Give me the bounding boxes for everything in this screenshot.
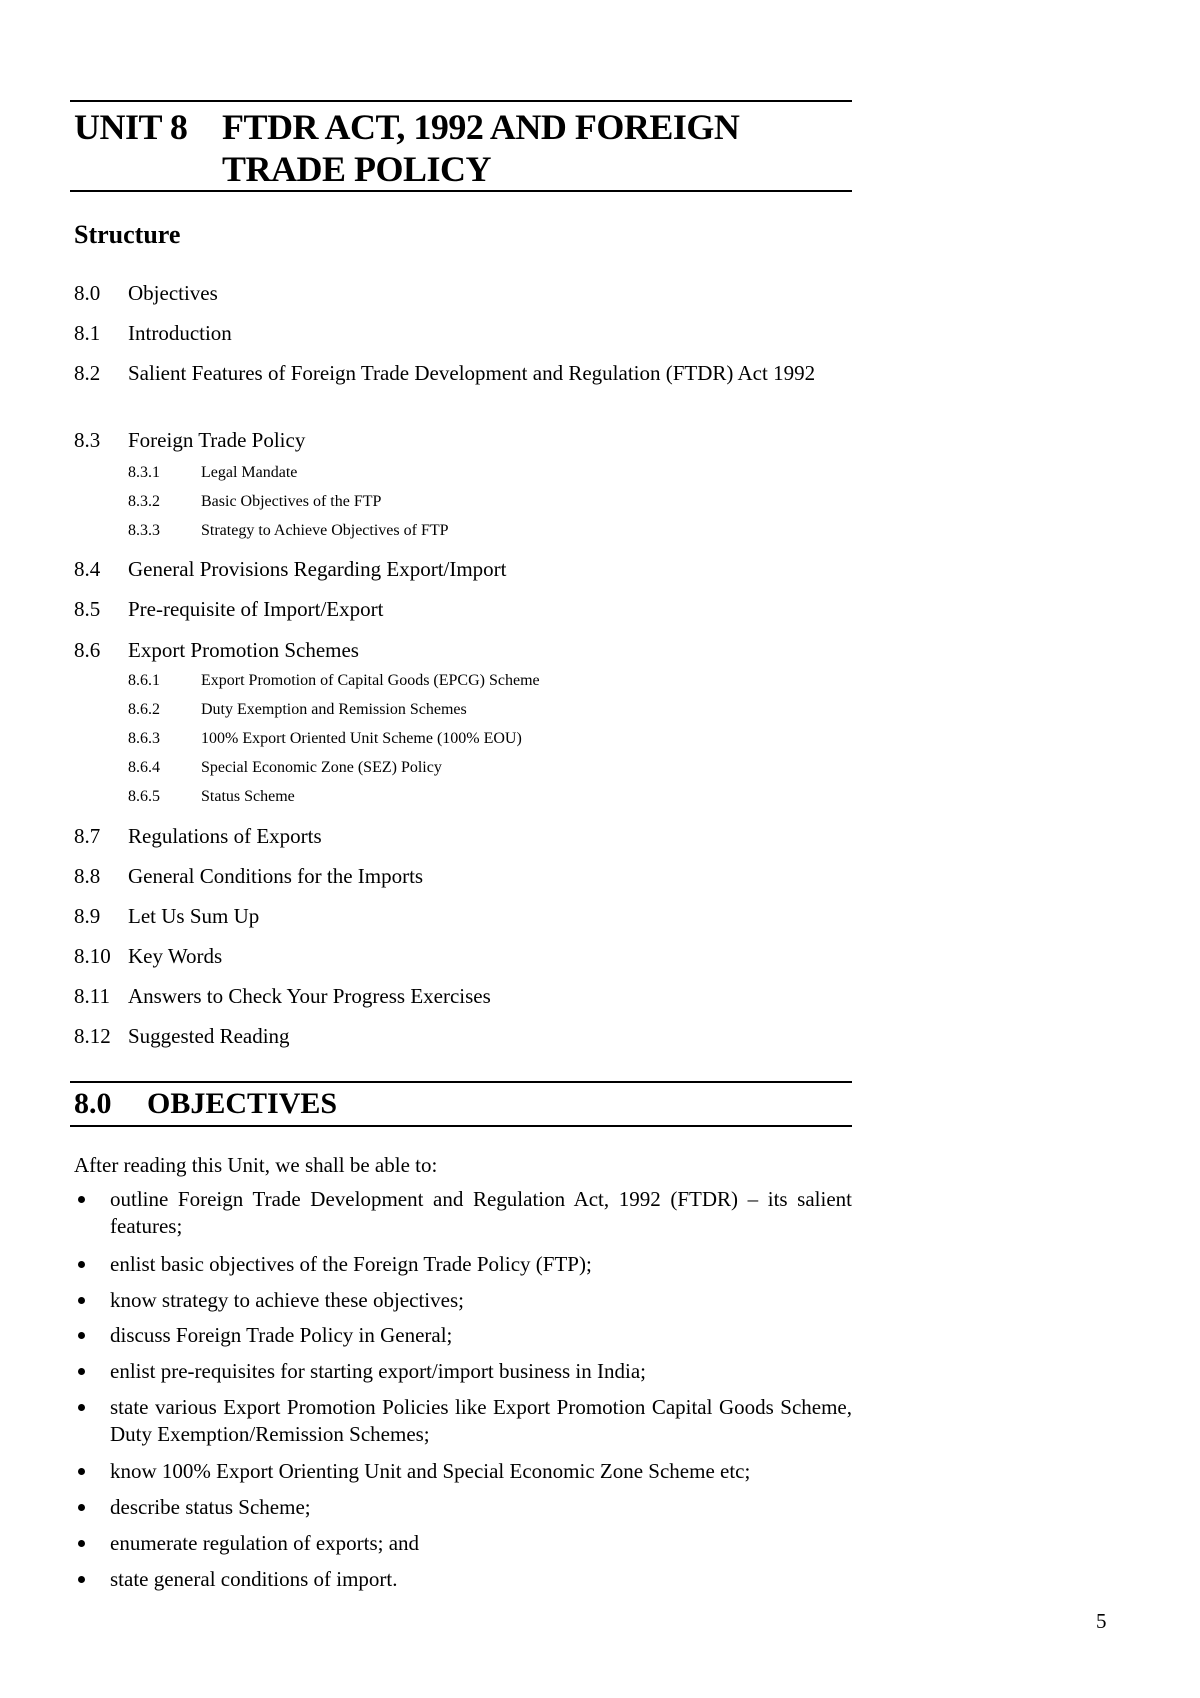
bullet-icon [78, 1404, 85, 1411]
toc-item-title: Introduction [128, 321, 232, 345]
toc-subitem-title: Legal Mandate [201, 464, 298, 481]
objective-text: enlist pre-requisites for starting export/import business in India; [110, 1359, 646, 1383]
bullet-icon [78, 1504, 85, 1511]
toc-subitem-number: 8.3.1 [128, 464, 160, 481]
toc-item-title: Answers to Check Your Progress Exercises [128, 984, 491, 1008]
objective-text: describe status Scheme; [110, 1495, 311, 1519]
objective-text: enumerate regulation of exports; and [110, 1531, 420, 1555]
toc-subitem-number: 8.6.3 [128, 730, 160, 747]
section-number: 8.0 [74, 1087, 112, 1120]
toc-subitem-title: Export Promotion of Capital Goods (EPCG) Scheme [201, 672, 540, 689]
objective-text: know 100% Export Orienting Unit and Special Economic Zone Scheme etc; [110, 1459, 751, 1483]
objective-text: know strategy to achieve these objectives; [110, 1288, 464, 1312]
toc-item-title: Export Promotion Schemes [128, 638, 359, 662]
objective-text: discuss Foreign Trade Policy in General; [110, 1323, 453, 1347]
toc-subitem-number: 8.6.4 [128, 759, 160, 776]
toc-item-number: 8.12 [74, 1024, 111, 1048]
unit-title: FTDR ACT, 1992 AND FOREIGN TRADE POLICY [222, 107, 740, 189]
unit-header [70, 100, 852, 192]
bullet-icon [78, 1576, 85, 1583]
objectives-intro: After reading this Unit, we shall be able to: [74, 1153, 438, 1177]
toc-item-title: Pre-requisite of Import/Export [128, 597, 384, 621]
objective-text: enlist basic objectives of the Foreign Trade Policy (FTP); [110, 1252, 592, 1276]
toc-item-number: 8.4 [74, 557, 101, 581]
objective-text: outline Foreign Trade Development and Regulation Act, 1992 (FTDR) – its salient features; [110, 1187, 852, 1238]
toc-item-number: 8.6 [74, 638, 101, 662]
toc-subitem-number: 8.3.2 [128, 493, 160, 510]
toc-item-title: Objectives [128, 281, 218, 305]
unit-number: UNIT 8 [74, 107, 188, 147]
toc-subitem-number: 8.6.5 [128, 788, 160, 805]
toc-subitem-number: 8.6.1 [128, 672, 160, 689]
bullet-icon [78, 1196, 85, 1203]
bullet-icon [78, 1540, 85, 1547]
bullet-icon [78, 1261, 85, 1268]
toc-item-number: 8.10 [74, 944, 111, 968]
bullet-icon [78, 1332, 85, 1339]
toc-item-title: Key Words [128, 944, 223, 968]
page-number: 5 [1096, 1609, 1107, 1633]
toc-item-number: 8.7 [74, 824, 101, 848]
toc-item-title: Suggested Reading [128, 1024, 290, 1048]
toc-item-number: 8.5 [74, 597, 101, 621]
toc-item-number: 8.8 [74, 864, 101, 888]
bullet-icon [78, 1368, 85, 1375]
toc-subitem-title: 100% Export Oriented Unit Scheme (100% EOU) [201, 730, 522, 747]
toc-subitem-number: 8.6.2 [128, 701, 160, 718]
toc-item-title: General Provisions Regarding Export/Import [128, 557, 507, 581]
toc-subitem-title: Status Scheme [201, 788, 295, 805]
toc-item-number: 8.2 [74, 361, 101, 385]
toc-item-number: 8.11 [74, 984, 110, 1008]
toc-item-title: Let Us Sum Up [128, 904, 260, 928]
toc-item-number: 8.9 [74, 904, 101, 928]
toc-item-title: Foreign Trade Policy [128, 428, 306, 452]
toc-item-number: 8.1 [74, 321, 101, 345]
bullet-icon [78, 1468, 85, 1475]
objective-text: state various Export Promotion Policies like Export Promotion Capital Goods Scheme, Duty Exemption/Remission Schemes; [110, 1395, 852, 1446]
toc-subitem-title: Duty Exemption and Remission Schemes [201, 701, 467, 718]
section-title: OBJECTIVES [147, 1087, 338, 1120]
toc-item-title: Salient Features of Foreign Trade Development and Regulation (FTDR) Act 1992 [128, 361, 816, 385]
toc-item-title: Regulations of Exports [128, 824, 322, 848]
toc-subitem-title: Strategy to Achieve Objectives of FTP [201, 522, 449, 539]
toc-item-number: 8.0 [74, 281, 101, 305]
toc-item-number: 8.3 [74, 428, 101, 452]
bullet-icon [78, 1297, 85, 1304]
objectives-section-header [70, 1081, 852, 1127]
toc-item-title: General Conditions for the Imports [128, 864, 424, 888]
toc-subitem-title: Special Economic Zone (SEZ) Policy [201, 759, 442, 776]
toc-subitem-number: 8.3.3 [128, 522, 160, 539]
structure-heading: Structure [74, 220, 181, 249]
objective-text: state general conditions of import. [110, 1567, 398, 1591]
toc-subitem-title: Basic Objectives of the FTP [201, 493, 382, 510]
